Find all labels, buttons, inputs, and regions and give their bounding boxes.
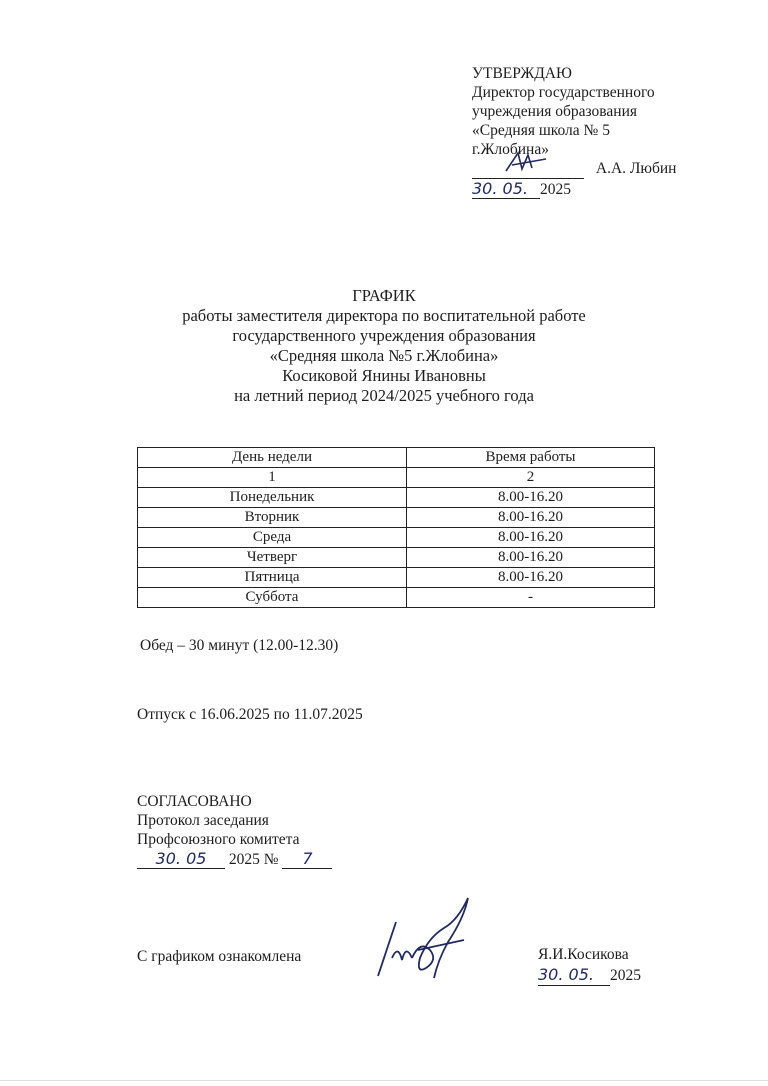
approve-date-handwritten: 30. 05. (472, 179, 540, 199)
agreed-date-row (137, 849, 332, 869)
handwritten-signature-director (502, 149, 562, 175)
table-row (138, 548, 655, 568)
table-number-row (138, 468, 655, 488)
time-cell: 8.00-16.20 (407, 568, 655, 588)
day-cell: Пятница (138, 568, 407, 588)
table-row (138, 588, 655, 608)
table-row (138, 488, 655, 508)
column-number: 1 (138, 468, 407, 488)
approve-date-year: 2025 (540, 181, 571, 198)
column-number: 2 (407, 468, 655, 488)
table-header-row (138, 448, 655, 468)
table-row (138, 508, 655, 528)
approve-line-3: «Средняя школа № 5 (472, 122, 610, 139)
agreed-date-handwritten: 30. 05 (137, 849, 225, 869)
familiarized-text: С графиком ознакомлена (137, 948, 302, 965)
employee-sign-block (538, 945, 641, 986)
table-row (138, 568, 655, 588)
title-line-4: Косиковой Янины Ивановны (282, 366, 486, 385)
approval-block (472, 64, 676, 199)
approve-line-4: г.Жлобина» (472, 141, 549, 158)
vacation-note: Отпуск с 16.06.2025 по 11.07.2025 (137, 706, 363, 723)
header-time: Время работы (407, 448, 655, 468)
handwritten-signature-employee (368, 888, 488, 984)
day-cell: Среда (138, 528, 407, 548)
approve-signer: А.А. Любин (595, 160, 677, 177)
employee-date-row (538, 965, 641, 986)
approve-date-row (472, 179, 676, 199)
day-cell: Понедельник (138, 488, 407, 508)
time-cell: 8.00-16.20 (407, 508, 655, 528)
time-cell: 8.00-16.20 (407, 528, 655, 548)
time-cell: - (407, 588, 655, 608)
title-line-2: государственного учреждения образования (232, 326, 536, 345)
day-cell: Суббота (138, 588, 407, 608)
day-cell: Четверг (138, 548, 407, 568)
agreed-year-text: 2025 № (228, 851, 279, 868)
time-cell: 8.00-16.20 (407, 488, 655, 508)
agreed-block (137, 792, 332, 869)
day-cell: Вторник (138, 508, 407, 528)
employee-date-year: 2025 (610, 967, 641, 984)
approve-signature-row (472, 159, 676, 179)
header-day: День недели (138, 448, 407, 468)
approve-line-2: учреждения образования (472, 103, 638, 120)
agreed-heading: СОГЛАСОВАНО (137, 793, 252, 810)
approve-heading: УТВЕРЖДАЮ (472, 65, 572, 82)
title-line-5: на летний период 2024/2025 учебного года (234, 386, 534, 405)
approve-line-1: Директор государственного (472, 84, 655, 101)
title-line-1: работы заместителя директора по воспитательной работе (182, 306, 586, 325)
agreed-line-2: Профсоюзного комитета (137, 831, 300, 848)
protocol-number-handwritten: 7 (282, 849, 332, 869)
scan-edge-line (0, 1080, 768, 1081)
lunch-note: Обед – 30 минут (12.00-12.30) (140, 637, 339, 654)
time-cell: 8.00-16.20 (407, 548, 655, 568)
table-row (138, 528, 655, 548)
title-heading: ГРАФИК (352, 286, 416, 305)
agreed-line-1: Протокол заседания (137, 812, 269, 829)
employee-name: Я.И.Косикова (538, 946, 629, 963)
title-line-3: «Средняя школа №5 г.Жлобина» (269, 346, 499, 365)
schedule-table (137, 447, 655, 608)
document-title (0, 286, 768, 406)
employee-date-handwritten: 30. 05. (538, 965, 610, 986)
signature-line (472, 159, 584, 179)
